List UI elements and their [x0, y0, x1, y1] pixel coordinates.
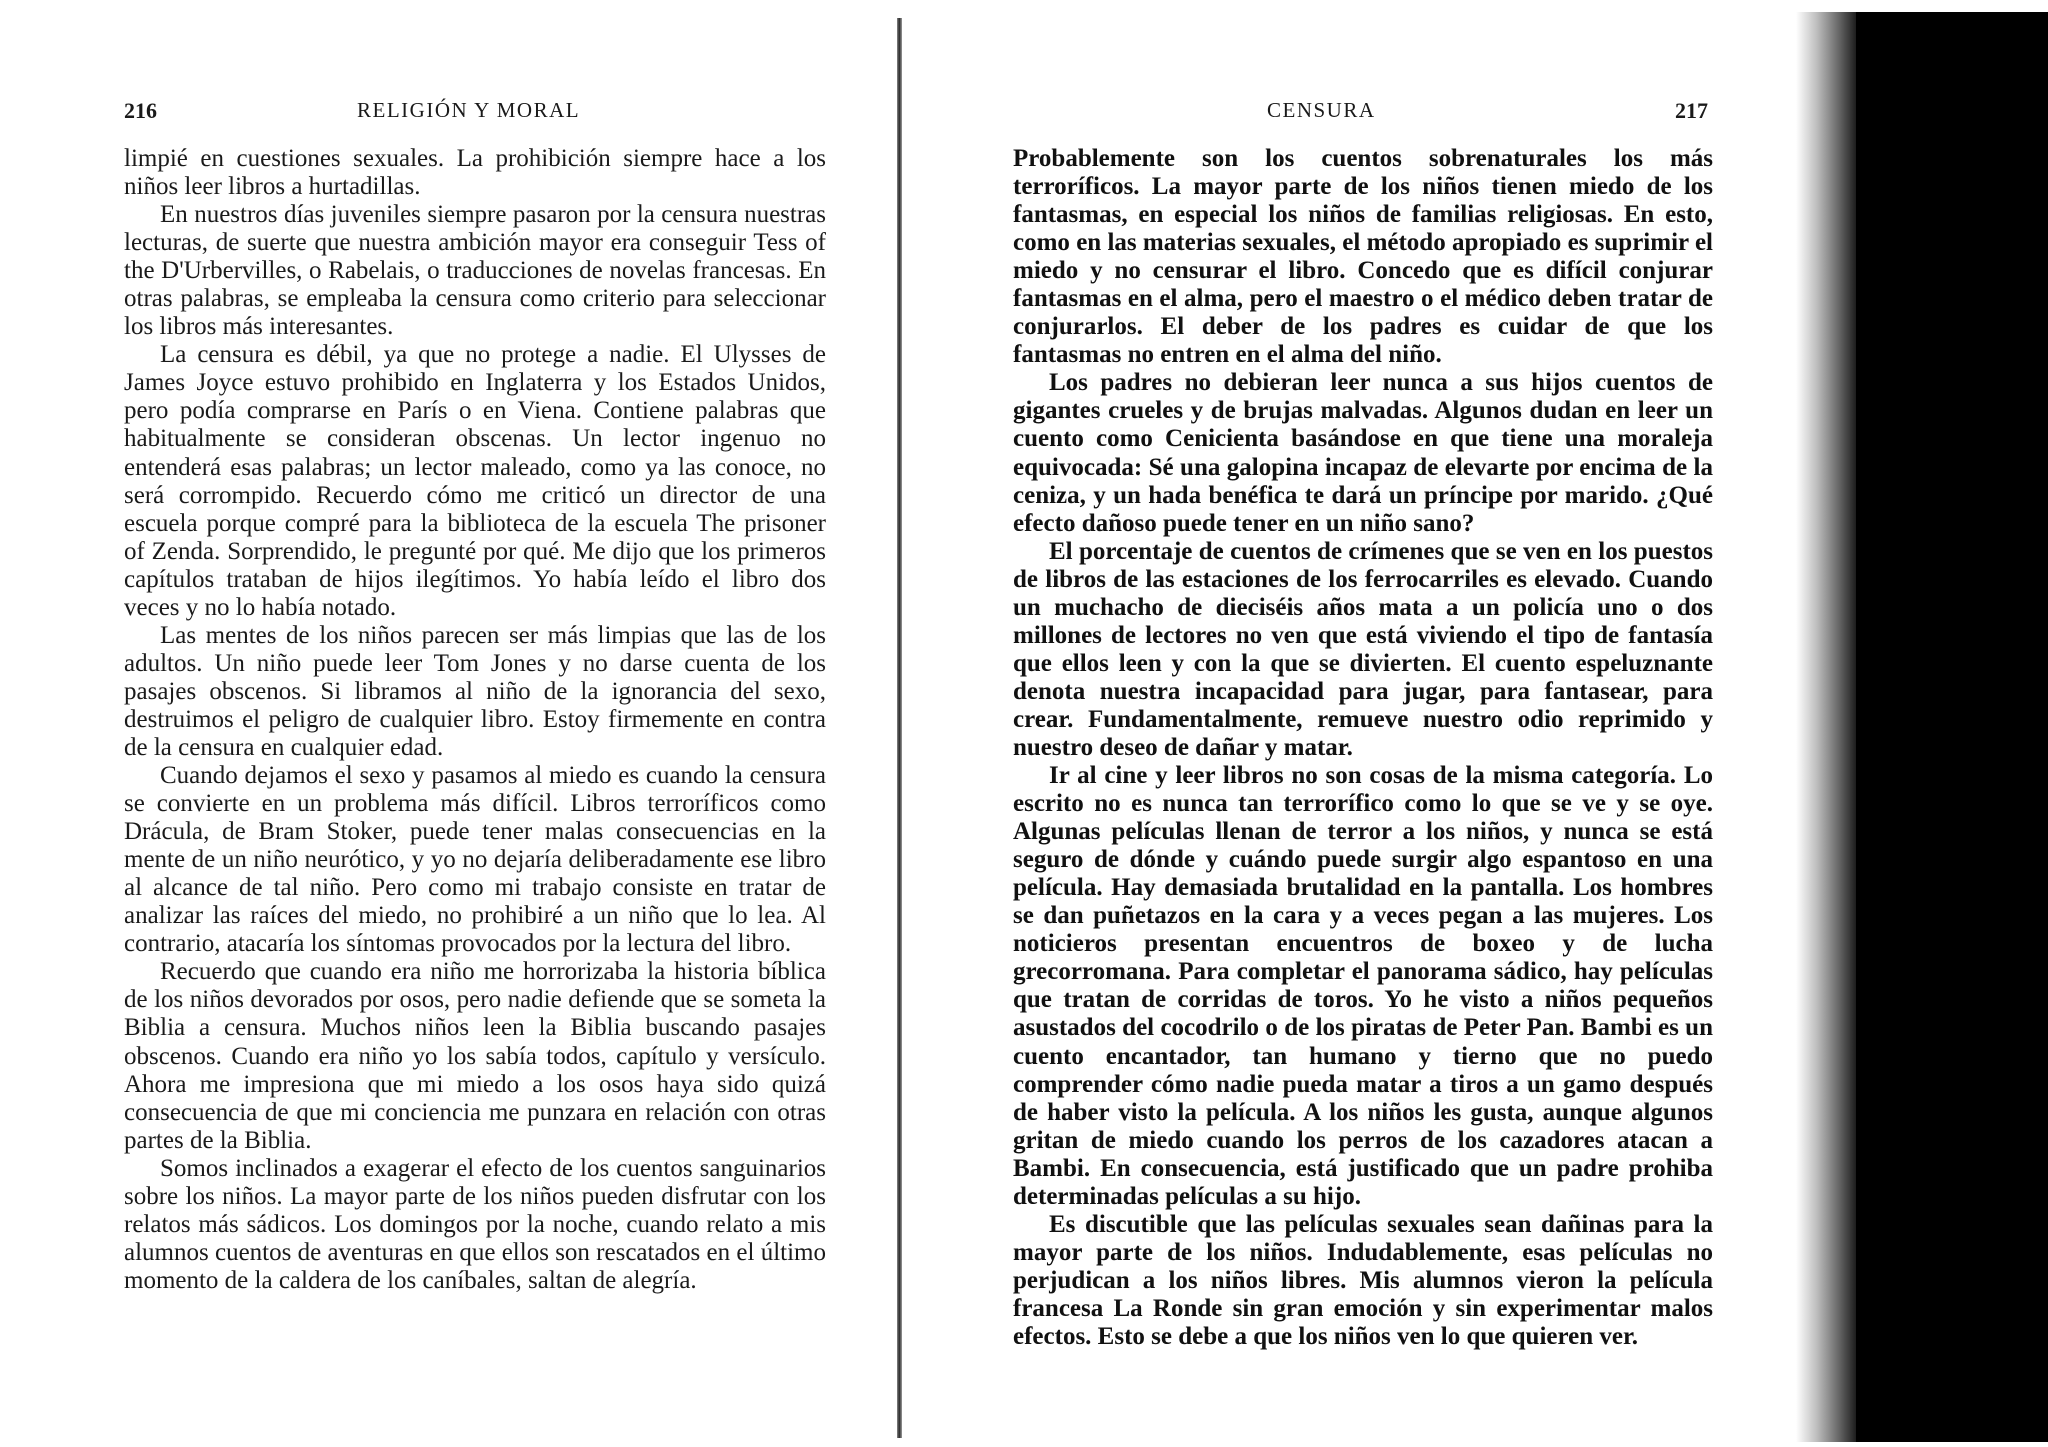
paragraph: Somos inclinados a exagerar el efecto de los cuentos sanguinarios sobre los niños. La mayor parte de los niños pueden disfrutar con los relatos más sádicos. Los domingos por la noche, cuando relato a mis alumnos cuentos de aventuras en que ellos son rescatados en el último momento de la caldera de los caníbales, saltan de alegría.: [124, 1154, 826, 1294]
paragraph: Cuando dejamos el sexo y pasamos al miedo es cuando la censura se convierte en un problema más difícil. Libros terroríficos como Drácula, de Bram Stoker, puede tener malas consecuencias en la mente de un niño neurótico, y yo no dejaría deliberadamente ese libro al alcance de tal niño. Pero como mi trabajo consiste en tratar de analizar las raíces del miedo, no prohibiré a un niño que lo lea. Al contrario, atacaría los síntomas provocados por la lectura del libro.: [124, 762, 826, 958]
page-number-right: 217: [1675, 98, 1708, 123]
left-page: [0, 0, 895, 1447]
paragraph: Las mentes de los niños parecen ser más limpias que las de los adultos. Un niño puede leer Tom Jones y no darse cuenta de los pasajes obscenos. Si libramos al niño de la ignorancia del sexo, destruimos el peligro de cualquier libro. Estoy firmemente en contra de la censura en cualquier edad.: [124, 621, 826, 761]
scan-dark-margin: [1856, 12, 2048, 1442]
paragraph: Es discutible que las películas sexuales sean dañinas para la mayor parte de los niños. Indudablemente, esas películas no perjudican a los niños libres. Mis alumnos vieron la película francesa La Ronde sin gran emoción y sin experimentar malos efectos. Esto se debe a que los niños ven lo que quieren ver.: [1013, 1210, 1713, 1350]
paragraph: Los padres no debieran leer nunca a sus hijos cuentos de gigantes crueles y de brujas malvadas. Algunos dudan en leer un cuento como Cenicienta basándose en que tiene una moraleja equivocada: Sé una galopina incapaz de elevarte por encima de la ceniza, y un hada benéfica te dará un príncipe por marido. ¿Qué efecto dañoso puede tener en un niño sano?: [1013, 369, 1713, 537]
paragraph: El porcentaje de cuentos de crímenes que se ven en los puestos de libros de las estaciones de los ferrocarriles es elevado. Cuando un muchacho de dieciséis años mata a un policía uno o dos millones de lectores no ven que está viviendo el tipo de fantasía que ellos leen y con la que se divierten. El cuento espeluznante denota nuestra incapacidad para jugar, para fantasear, para crear. Fundamentalmente, remueve nuestro odio reprimido y nuestro deseo de dañar y matar.: [1013, 537, 1713, 761]
scan-binding-edge: [1796, 0, 2048, 1447]
paragraph: Ir al cine y leer libros no son cosas de la misma categoría. Lo escrito no es nunca tan terrorífico como lo que se ve y se oye. Algunas películas llenan de terror a los niños, y nunca se está seguro de dónde y cuándo puede surgir algo espantoso en una película. Hay demasiada brutalidad en la pantalla. Los hombres se dan puñetazos en la cara y a veces pegan a las mujeres. Los noticieros presentan encuentros de boxeo y de lucha grecorromana. Para completar el panorama sádico, hay películas que tratan de corridas de toros. Yo he visto a niños pequeños asustados del cocodrilo o de los piratas de Peter Pan. Bambi es un cuento encantador, tan humano y tierno que no puedo comprender cómo nadie pueda matar a tiros a un gamo después de haber visto la película. A los niños les gusta, aunque algunos gritan de miedo cuando los perros de los cazadores atacan a Bambi. En consecuencia, está justificado que un padre prohiba determinadas películas a su hijo.: [1013, 762, 1713, 1210]
paragraph: Probablemente son los cuentos sobrenaturales los más terroríficos. La mayor parte de los niños tienen miedo de los fantasmas, en especial los niños de familias religiosas. En esto, como en las materias sexuales, el método apropiado es suprimir el miedo y no censurar el libro. Concedo que es difícil conjurar fantasmas en el alma, pero el maestro o el médico deben tratar de conjurarlos. El deber de los padres es cuidar de que los fantasmas no entren en el alma del niño.: [1013, 145, 1713, 369]
running-head-right: CENSURA: [1267, 98, 1376, 122]
body-text-left: [124, 145, 826, 1295]
paragraph: Recuerdo que cuando era niño me horrorizaba la historia bíblica de los niños devorados por osos, pero nadie defiende que se someta la Biblia a censura. Muchos niños leen la Biblia buscando pasajes obscenos. Cuando era niño yo los sabía todos, capítulo y versículo. Ahora me impresiona que mi miedo a los osos haya sido quizá consecuencia de que mi conciencia me punzara en relación con otras partes de la Biblia.: [124, 958, 826, 1154]
page-number-left: 216: [124, 98, 157, 123]
paragraph: limpié en cuestiones sexuales. La prohibición siempre hace a los niños leer libros a hurtadillas.: [124, 145, 826, 201]
right-page: [895, 0, 1795, 1447]
running-head-left: RELIGIÓN Y MORAL: [357, 98, 581, 122]
paragraph: En nuestros días juveniles siempre pasaron por la censura nuestras lecturas, de suerte que nuestra ambición mayor era conseguir Tess of the D'Urbervilles, o Rabelais, o traducciones de novelas francesas. En otras palabras, se empleaba la censura como criterio para seleccionar los libros más interesantes.: [124, 201, 826, 341]
paragraph: La censura es débil, ya que no protege a nadie. El Ulysses de James Joyce estuvo prohibido en Inglaterra y los Estados Unidos, pero podía comprarse en París o en Viena. Contiene palabras que habitualmente se consideran obscenas. Un lector ingenuo no entenderá esas palabras; un lector maleado, como ya las conoce, no será corrompido. Recuerdo cómo me criticó un director de una escuela porque compré para la biblioteca de la escuela The prisoner of Zenda. Sorprendido, le pregunté por qué. Me dijo que los primeros capítulos trataban de hijos ilegítimos. Yo había leído el libro dos veces y no lo había notado.: [124, 341, 826, 621]
body-text-right: [1013, 145, 1713, 1351]
binding-shadow: [1796, 12, 1856, 1442]
